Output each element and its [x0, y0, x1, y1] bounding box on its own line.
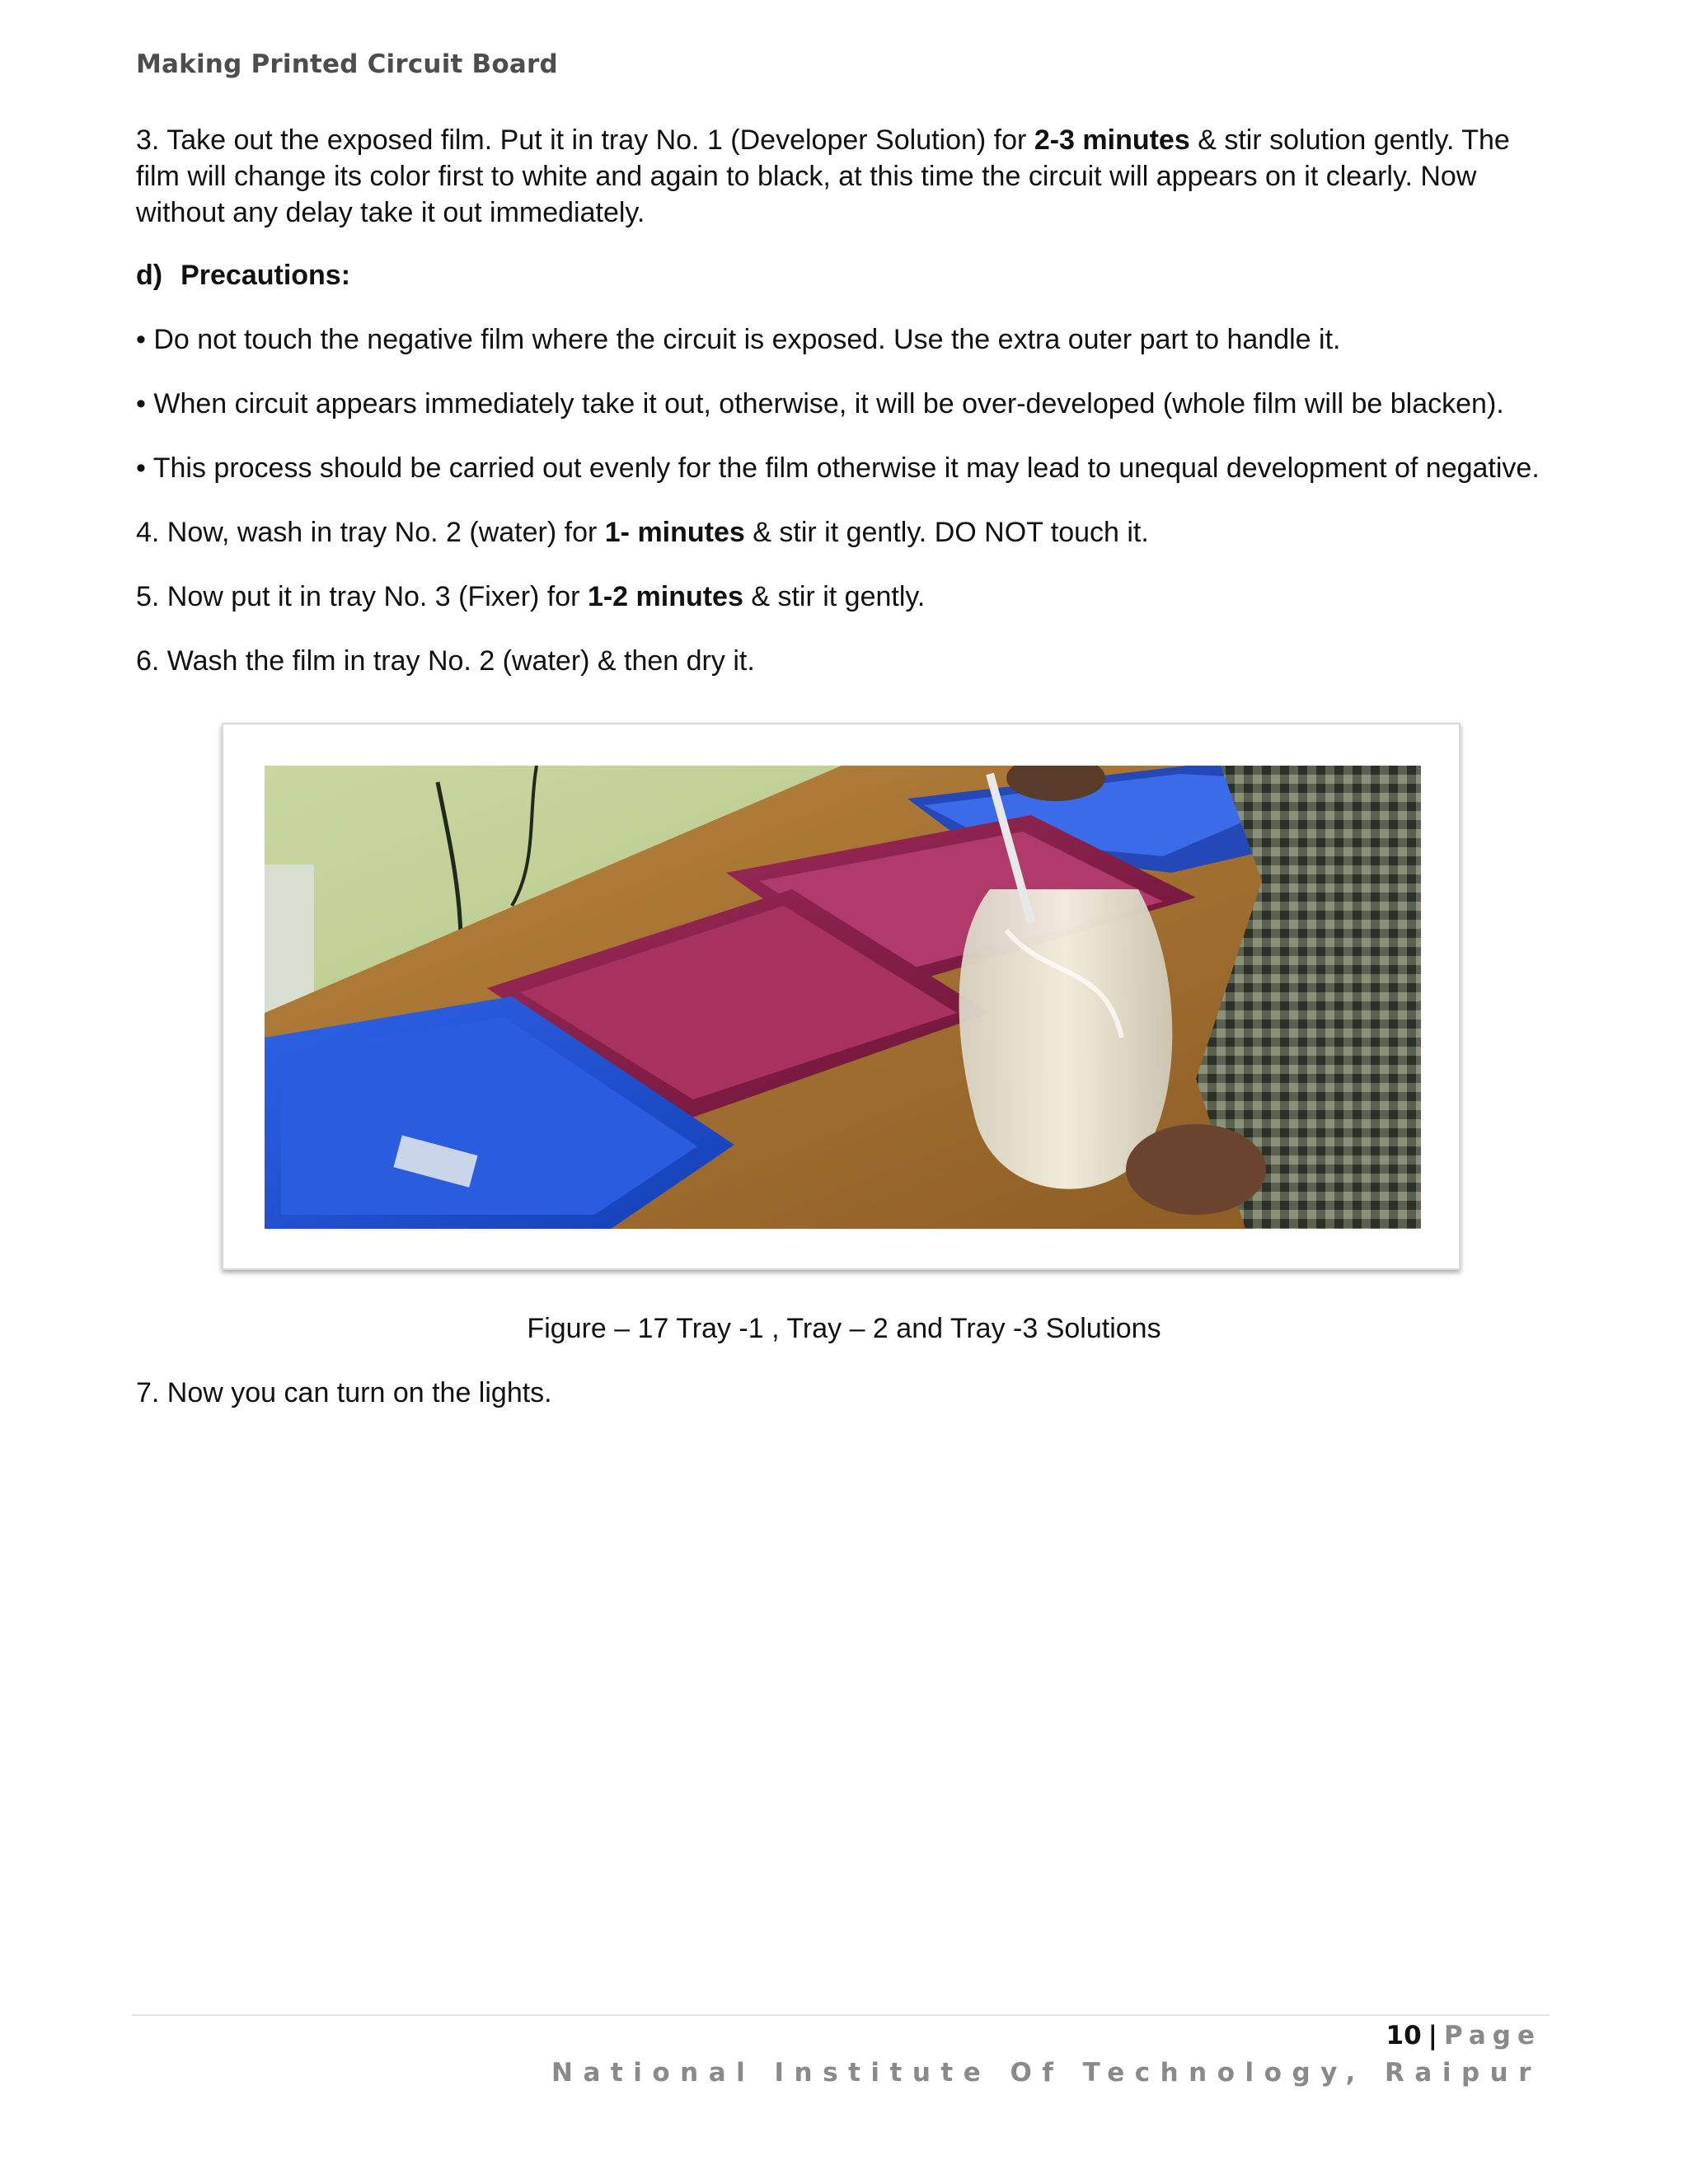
- step-4-text: 4. Now, wash in tray No. 2 (water) for: [136, 517, 605, 548]
- left-cabinet: [265, 865, 314, 1013]
- page-number-separator: |: [1428, 2021, 1437, 2050]
- page-number-value: 10: [1386, 2021, 1422, 2050]
- page-word: Page: [1443, 2021, 1541, 2050]
- page-number: [1386, 2021, 1542, 2050]
- tray-photo: [265, 766, 1421, 1229]
- step-4-duration: 1- minutes: [604, 517, 745, 548]
- step-5-text: 5. Now put it in tray No. 3 (Fixer) for: [136, 581, 588, 612]
- step-6-paragraph: 6. Wash the film in tray No. 2 (water) & then dry it.: [136, 645, 755, 677]
- lower-hand: [1126, 1124, 1266, 1215]
- step-5-duration: 1-2 minutes: [587, 581, 743, 612]
- step-3-duration: 2-3 minutes: [1034, 124, 1190, 156]
- figure-caption: Figure – 17 Tray -1 , Tray – 2 and Tray -3 Solutions: [527, 1313, 1161, 1344]
- precaution-item: • This process should be carried out evenly for the film otherwise it may lead to unequal development of negative.: [136, 452, 1540, 484]
- precaution-item: • Do not touch the negative film where the circuit is exposed. Use the extra outer part to handle it.: [136, 324, 1341, 355]
- step-4-paragraph: [136, 514, 1554, 551]
- step-4-text-rest: & stir it gently. DO NOT touch it.: [744, 517, 1149, 548]
- step-3-text: 3. Take out the exposed film. Put it in tray No. 1 (Developer Solution) for: [136, 124, 1034, 156]
- precautions-title: Precautions:: [181, 260, 351, 291]
- step-3-text-rest: & stir solution gently. The film will change its color first to white and again to black, at this time the circuit will appears on it clearly. Now without any delay take it out immediately.: [136, 124, 1510, 228]
- footer-divider: [132, 2014, 1550, 2016]
- precaution-item: • When circuit appears immediately take it out, otherwise, it will be over-developed (whole film will be blacken).: [136, 388, 1504, 419]
- precautions-heading: [136, 257, 350, 293]
- running-header: Making Printed Circuit Board: [136, 49, 558, 79]
- step-5-paragraph: [136, 579, 1554, 615]
- step-5-text-rest: & stir it gently.: [743, 581, 926, 612]
- tray-photo-illustration: [265, 766, 1421, 1229]
- step-3-paragraph: [136, 122, 1554, 231]
- step-7-paragraph: 7. Now you can turn on the lights.: [136, 1377, 552, 1408]
- precautions-letter: d): [136, 260, 163, 291]
- institute-name: National Institute Of Technology, Raipur: [551, 2058, 1541, 2088]
- figure-frame: [222, 723, 1461, 1270]
